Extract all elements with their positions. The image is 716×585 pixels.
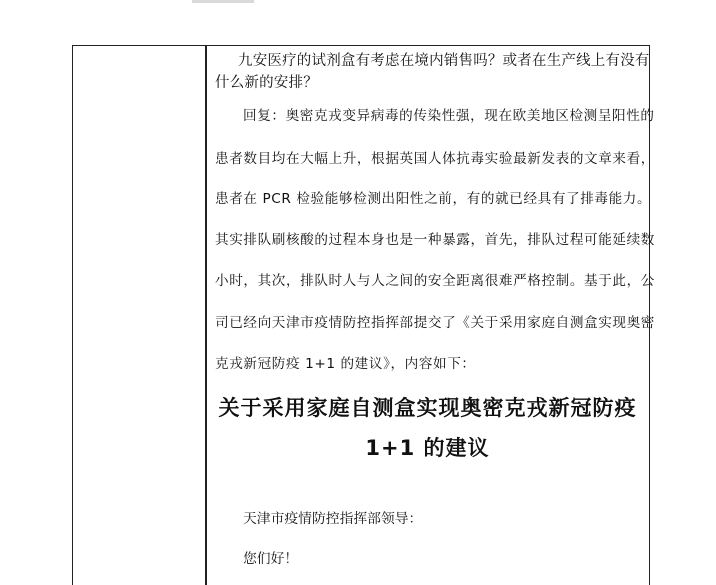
proposal-title-line-1: 关于采用家庭自测盒实现奥密克戎新冠防疫 bbox=[218, 396, 637, 420]
question-line-2: 什么新的安排？ bbox=[215, 75, 318, 91]
answer-line-4: 其实排队刷核酸的过程本身也是一种暴露，首先，排队过程可能延续数 bbox=[215, 232, 656, 248]
answer-line-3: 患者在 PCR 检验能够检测出阳性之前，有的就已经具有了排毒能力。 bbox=[215, 191, 652, 207]
proposal-title-line-2: 1+1 的建议 bbox=[365, 436, 490, 460]
letter-salutation: 天津市疫情防控指挥部领导： bbox=[243, 511, 423, 527]
answer-line-6: 司已经向天津市疫情防控指挥部提交了《关于采用家庭自测盒实现奥密 bbox=[215, 315, 656, 331]
top-edge-mark bbox=[192, 0, 254, 3]
answer-line-1: 回复：奥密克戎变异病毒的传染性强，现在欧美地区检测呈阳性的 bbox=[243, 108, 655, 124]
answer-line-2: 患者数目均在大幅上升，根据英国人体抗毒实验最新发表的文章来看， bbox=[215, 151, 656, 167]
question-line-1: 九安医疗的试剂盒有考虑在境内销售吗？或者在生产线上有没有 bbox=[238, 53, 650, 69]
answer-line-5: 小时，其次，排队时人与人之间的安全距离很难严格控制。基于此，公 bbox=[215, 273, 656, 289]
letter-greeting: 您们好！ bbox=[243, 551, 299, 567]
answer-line-7: 克戎新冠防疫 1+1 的建议》，内容如下： bbox=[215, 356, 476, 372]
table-column-divider bbox=[205, 45, 207, 585]
